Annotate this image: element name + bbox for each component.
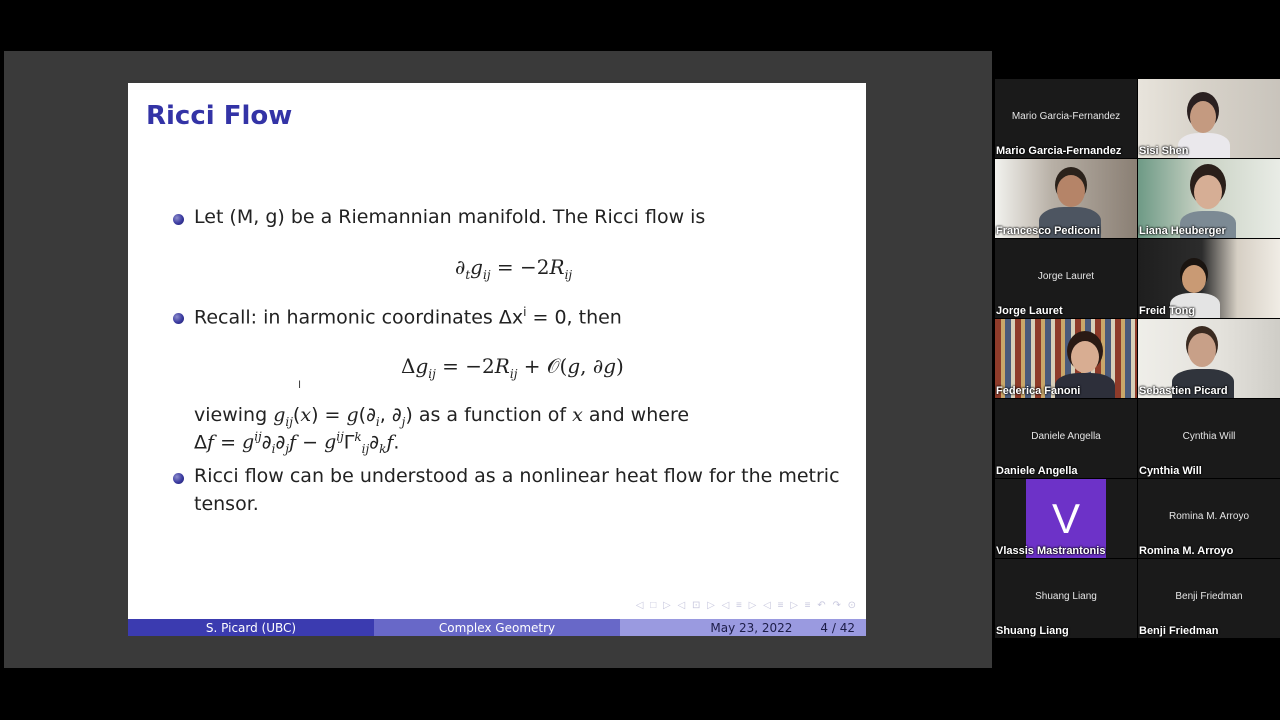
ricci-flow-equation: $\partial_tg_{ij} = -2R_{ij}$ xyxy=(455,255,573,282)
slide-title: Ricci Flow xyxy=(146,101,293,131)
participant-center-name: Jorge Lauret xyxy=(1037,271,1095,282)
participant-tile[interactable] xyxy=(995,559,1137,638)
presentation-slide xyxy=(128,83,866,636)
footer-author: S. Picard (UBC) xyxy=(128,619,374,636)
participant-name: Daniele Angella xyxy=(996,465,1078,477)
participant-face xyxy=(1071,341,1099,373)
participant-center-name: Daniele Angella xyxy=(1031,431,1101,442)
footer-date: May 23, 2022 xyxy=(710,620,793,635)
participant-tile[interactable] xyxy=(1138,319,1280,398)
participant-tile[interactable] xyxy=(995,399,1137,478)
participant-name: Liana Heuberger xyxy=(1139,225,1226,237)
bullet-3-line-1: Ricci flow can be understood as a nonlinear heat flow for the metric xyxy=(194,465,840,487)
participant-tile[interactable] xyxy=(1138,559,1280,638)
participant-name: Federica Fanoni xyxy=(996,385,1081,397)
participant-tile[interactable] xyxy=(1138,79,1280,158)
participant-center-name: Mario Garcia-Fernandez xyxy=(1011,111,1121,122)
text-cursor-icon: I xyxy=(298,379,302,391)
participant-tile[interactable] xyxy=(1138,239,1280,318)
footer-page: 4 / 42 xyxy=(820,620,855,635)
laplacian-definition: $\Delta f = g^{ij}\partial_i\partial_jf - g^{ij}\Gamma^k_{ij}\partial_kf$. xyxy=(194,430,400,457)
participant-name: Benji Friedman xyxy=(1139,625,1219,637)
slide-footer xyxy=(128,619,866,636)
participant-face xyxy=(1057,175,1085,207)
beamer-navigation-icons[interactable]: ◁ □ ▷ ◁ ⊡ ▷ ◁ ≡ ▷ ◁ ≡ ▷ ≡ ↶ ↷ ⊙ xyxy=(635,600,858,611)
participant-name: Sebastien Picard xyxy=(1139,385,1228,397)
bullet-3-line-2: tensor. xyxy=(194,493,259,515)
bullet-1-text: Let (M, g) be a Riemannian manifold. The Ricci flow is xyxy=(194,206,706,228)
bullet-icon xyxy=(173,473,184,484)
bullet-2-text: Recall: in harmonic coordinates $\Delta x^i = 0$, then xyxy=(194,305,622,329)
harmonic-equation: $\Delta g_{ij} = -2R_{ij}$ + 𝒪(g, ∂g) xyxy=(401,354,624,381)
bullet-icon xyxy=(173,214,184,225)
participant-center-name: Shuang Liang xyxy=(1035,591,1097,602)
participant-name: Freid Tong xyxy=(1139,305,1196,317)
participant-name: Shuang Liang xyxy=(996,625,1069,637)
participant-name: Mario Garcia-Fernandez xyxy=(996,145,1122,157)
participant-center-name: Benji Friedman xyxy=(1175,591,1243,602)
participant-face xyxy=(1194,175,1222,209)
footer-title: Complex Geometry xyxy=(374,619,620,636)
avatar: V xyxy=(1026,479,1106,558)
participant-tile[interactable] xyxy=(1138,159,1280,238)
participant-name: Cynthia Will xyxy=(1139,465,1202,477)
footer-date-page xyxy=(620,619,866,636)
participant-gallery xyxy=(995,79,1280,639)
participant-tile[interactable] xyxy=(995,239,1137,318)
participant-center-name: Romina M. Arroyo xyxy=(1168,511,1250,522)
participant-name: Francesco Pediconi xyxy=(996,225,1100,237)
participant-tile[interactable] xyxy=(1138,479,1280,558)
participant-name: Romina M. Arroyo xyxy=(1139,545,1234,557)
bullet-icon xyxy=(173,313,184,324)
participant-tile[interactable] xyxy=(1138,399,1280,478)
participant-face xyxy=(1188,333,1216,367)
participant-face xyxy=(1182,265,1206,293)
participant-tile[interactable] xyxy=(995,479,1137,558)
viewing-line-1: viewing $g_{ij}(x) = g(\partial_i$, $\partial_j$) as a function of x and where xyxy=(194,404,690,429)
participant-name: Vlassis Mastrantonis xyxy=(996,545,1106,557)
participant-name: Sisi Shen xyxy=(1139,145,1189,157)
participant-tile[interactable] xyxy=(995,159,1137,238)
participant-tile[interactable] xyxy=(995,79,1137,158)
participant-face xyxy=(1190,101,1216,133)
participant-tile[interactable] xyxy=(995,319,1137,398)
participant-name: Jorge Lauret xyxy=(996,305,1063,317)
participant-center-name: Cynthia Will xyxy=(1182,431,1236,442)
